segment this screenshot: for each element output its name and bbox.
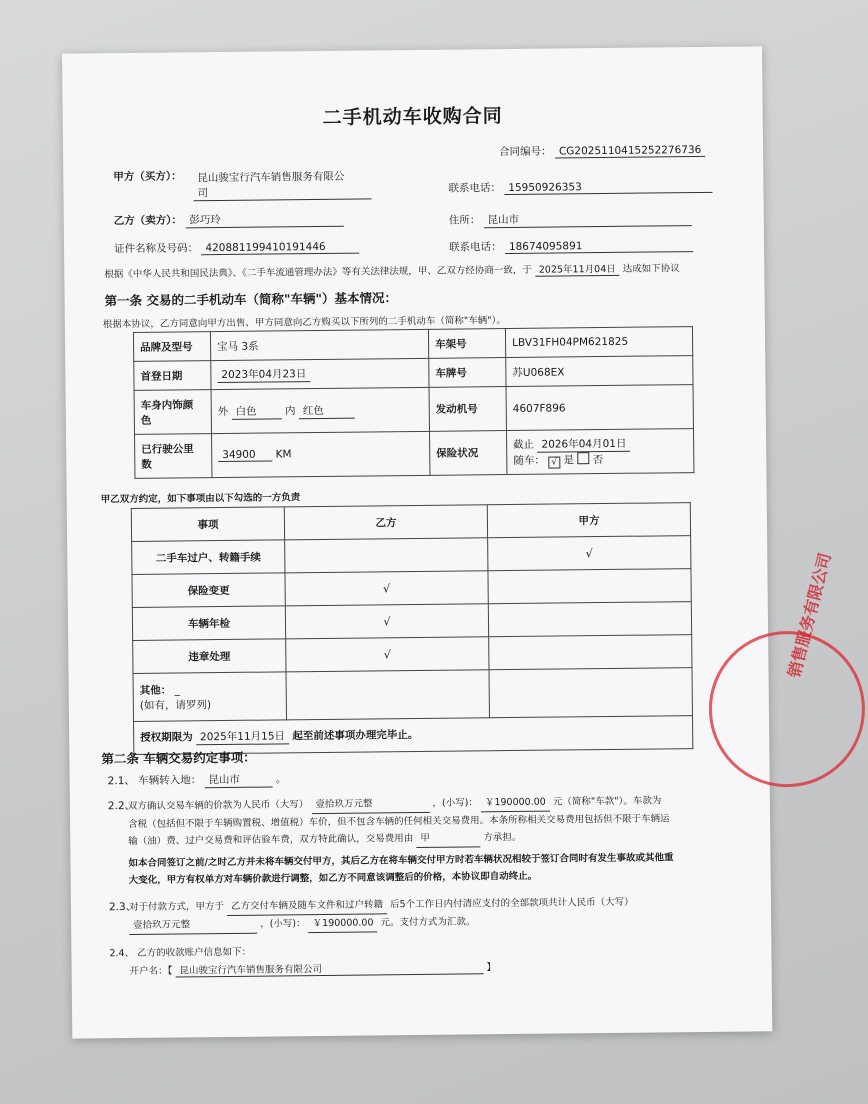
reg-date-label: 首登日期 [134, 361, 211, 391]
clause-2-2 [128, 792, 729, 851]
clause-2-2-lower: ￥190000.00 [481, 794, 550, 813]
reg-date-cell [211, 358, 429, 389]
clause-2-3-lower: ￥190000.00 [309, 914, 378, 933]
insurance-label: 保险状况 [429, 431, 506, 476]
clause-2-3-d: 元。支付方式为汇款。 [380, 916, 476, 929]
party-a-phone-label: 联系电话： [448, 182, 502, 195]
clause-2-1-num: 2.1、 [107, 774, 135, 788]
clause-2-2-upper: 壹拾玖万元整 [311, 795, 429, 814]
duty-table [131, 502, 694, 755]
clause-2-3-upper: 壹拾玖万元整 [129, 916, 257, 935]
duty-header-item: 事项 [131, 507, 284, 542]
contract-number: CG2025110415252276736 [555, 144, 706, 159]
clause-2-2-num: 2.2、 [107, 799, 136, 813]
preamble-text-2: 达成如下协议 [622, 263, 680, 275]
preamble-date: 2025年11月04日 [535, 261, 620, 277]
party-b-row [114, 211, 344, 229]
clause-2-2-line2: 含税（包括但不限于车辆购置税、增值税）车价，但不包含车辆的任何相关交易费用。本条所称相关交易费用包括但不限于车辆运 [128, 813, 670, 831]
duty-item: 违章处理 [133, 639, 286, 674]
exterior-color: 白色 [232, 403, 282, 420]
mileage-label-line2: 数 [141, 458, 152, 471]
preamble-text-1: 根据《中华人民共和国民法典》、《二手车流通管理办法》等有关法律法规，甲、乙双方经协商一致，于 [104, 264, 532, 281]
duty-other-note: (如有，请罗列) [139, 698, 212, 712]
id-label: 证件名称及号码： [114, 242, 199, 256]
duty-a-mark [489, 635, 692, 670]
clause-2-4-num: 2.4、 [109, 947, 135, 960]
insurance-cell [506, 429, 693, 475]
clause-2-2-line3a: 输（油）费、过户交易费和评估验车费，双方特此确认，交易费用由 [128, 833, 414, 848]
clause-2-3-a: 对于付款方式，甲方于 [128, 901, 225, 914]
no-label: 否 [592, 453, 604, 466]
deadline-date: 2025年11月15日 [196, 728, 289, 745]
contract-number-label: 合同编号： [499, 145, 552, 159]
clause-2-3 [129, 893, 729, 935]
insurance-until: 2026年04月01日 [537, 435, 630, 452]
id-row [114, 239, 359, 257]
duty-item: 保险变更 [132, 573, 285, 608]
party-a-label: 甲方（买方）： [113, 170, 182, 184]
section1-title: 第一条 交易的二手机动车（简称"车辆"）基本情况： [104, 290, 398, 309]
contract-number-row [499, 142, 705, 159]
mileage-label-line1: 已行驶公里 [141, 442, 194, 456]
preamble [104, 260, 680, 281]
party-b-name: 彭巧玲 [185, 211, 343, 229]
company-seal [708, 550, 866, 788]
party-a-phone: 15950926353 [504, 180, 712, 195]
account-name: 昆山骏宝行汽车销售服务有限公司 [175, 959, 483, 977]
duty-other-value: _ [174, 683, 180, 697]
duty-b-mark: √ [286, 637, 489, 672]
duty-other-a [489, 668, 692, 718]
mileage-label [135, 434, 212, 479]
engine-value: 4607F896 [506, 385, 693, 431]
party-b-phone-row [449, 237, 693, 255]
contract-title: 二手机动车收购合同 [322, 105, 503, 129]
interior-color: 红色 [299, 402, 355, 419]
yes-checkbox: √ [548, 456, 560, 468]
clause-2-1 [108, 771, 287, 789]
duty-intro: 甲乙双方约定，如下事项由以下勾选的一方负责 [100, 492, 301, 506]
mileage-unit: KM [275, 448, 292, 461]
duty-b-mark: √ [285, 604, 488, 639]
no-checkbox [577, 452, 589, 464]
clause-2-3-c: ，(小写)： [260, 918, 306, 930]
seal-text: 销售服务有限公司 [784, 550, 835, 680]
insurance-until-prefix: 截止 [513, 438, 535, 451]
reg-date-value: 2023年04月23日 [217, 366, 310, 383]
adjustment-line2: 大变化，甲方有权单方对车辆价款进行调整，如乙方不同意该调整后的价格，本协议即自动终止。 [128, 870, 538, 887]
id-number: 420881199410191446 [201, 241, 359, 256]
party-a-phone-row [448, 178, 712, 196]
adjustment-line1: 如本合同签订之前/之时乙方并未将车辆交付甲方，其后乙方在将车辆交付甲方时若车辆状况相较于签订合同时有发生事故或其他重 [128, 852, 674, 870]
duty-b-mark: √ [285, 571, 488, 606]
party-b-label: 乙方（卖方）： [113, 214, 183, 228]
color-label [134, 390, 211, 435]
deadline-suffix: 起至前述事项办理完毕止。 [292, 728, 419, 743]
color-cell [211, 387, 429, 433]
duty-other-cell [133, 672, 286, 722]
clause-2-2-c: 元（简称"车款"）。车款为 [552, 795, 662, 808]
account-close: 】 [486, 962, 497, 974]
account-row [130, 959, 496, 978]
with-car-label: 随车： [513, 454, 545, 467]
clause-2-2-a: 双方确认交易车辆的价款为人民币（大写） [127, 799, 309, 813]
address-label: 住所： [448, 214, 481, 227]
duty-a-mark [488, 602, 691, 637]
contract-page [62, 46, 835, 1038]
address-value: 昆山市 [484, 210, 692, 228]
clause-2-4 [109, 944, 251, 959]
party-b-phone: 18674095891 [505, 239, 693, 254]
vin-value: LBV31FH04PM621825 [505, 327, 692, 358]
clause-2-2-line3b: 方承担。 [483, 831, 522, 844]
clause-2-1-label: 车辆转入地： [138, 774, 202, 787]
deadline-label: 授权期限为 [140, 731, 193, 744]
duty-other-label: 其他： [139, 684, 172, 697]
duty-item: 二手车过户、转籍手续 [132, 540, 285, 575]
clause-2-3-num: 2.3、 [108, 900, 137, 914]
duty-header-b: 乙方 [284, 505, 487, 540]
clause-2-3-cond: 乙方交付车辆及随车文件和过户转籍 [227, 896, 387, 916]
plate-label: 车牌号 [429, 358, 506, 388]
section1-intro: 根据本协议，乙方同意向甲方出售、甲方同意向乙方购买以下所列的二手机动车（简称"车辆"）。 [102, 315, 506, 331]
party-a-name-line1: 昆山骏宝行汽车销售服务有限公 [197, 170, 345, 185]
party-b-phone-label: 联系电话： [449, 241, 502, 254]
duty-other-b [286, 670, 489, 720]
account-label: 开户名：【 [129, 965, 173, 978]
duty-header-a: 甲方 [487, 503, 690, 538]
mileage-cell [212, 431, 430, 477]
duty-b-mark [285, 538, 488, 573]
vin-label: 车架号 [428, 329, 505, 359]
clause-2-4-label: 乙方的收款账户信息如下： [137, 946, 252, 959]
duty-item: 车辆年检 [132, 606, 285, 641]
vehicle-table [133, 326, 695, 479]
plate-value: 苏U068EX [506, 356, 693, 387]
section2-title: 第二条 车辆交易约定事项： [101, 749, 256, 767]
color-label-line2: 色 [140, 414, 152, 427]
interior-prefix: 内 [284, 404, 296, 417]
color-label-line1: 车身内饰颜 [140, 398, 194, 412]
clause-2-1-end: 。 [275, 773, 287, 786]
clause-2-2-payer: 甲 [416, 829, 480, 848]
clause-2-3-b: 后5个工作日内付清应支付的全部款项共计人民币（大写） [389, 896, 634, 911]
duty-a-mark: √ [488, 536, 691, 571]
duty-a-mark [488, 569, 691, 604]
adjustment-clause [128, 849, 728, 889]
address-row [449, 210, 692, 229]
party-a-name-line2: 司 [193, 183, 371, 201]
brand-value: 宝马 3系 [210, 329, 428, 360]
engine-label: 发动机号 [429, 387, 506, 432]
brand-label: 品牌及型号 [133, 332, 210, 362]
clause-2-1-value: 昆山市 [204, 772, 272, 789]
yes-label: 是 [563, 453, 575, 466]
table-row [133, 668, 692, 722]
clause-2-2-b: ，(小写)： [432, 797, 478, 809]
exterior-prefix: 外 [217, 405, 229, 418]
mileage-value: 34900 [218, 448, 272, 462]
